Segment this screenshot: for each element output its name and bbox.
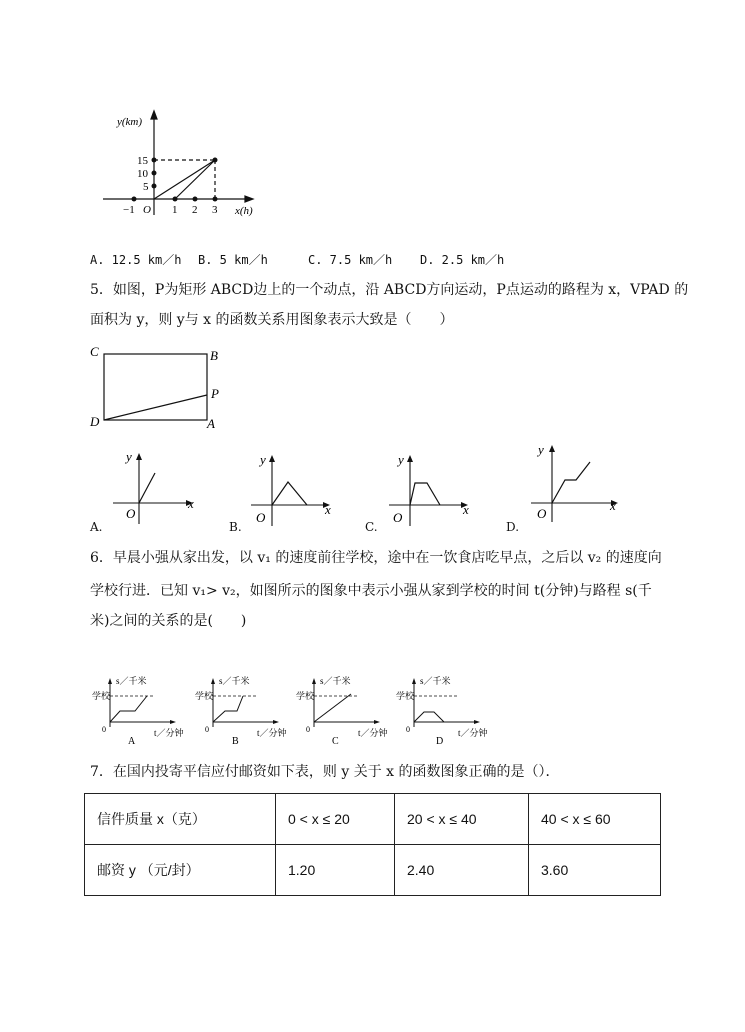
- table-cell: 1.20: [276, 845, 395, 896]
- path-d: [414, 712, 444, 722]
- zero-label: 0: [102, 725, 106, 734]
- x-label: x: [463, 502, 469, 517]
- q5-graph-a: [108, 448, 203, 528]
- y-label: y: [126, 449, 132, 464]
- s-axis-label: s／千米: [420, 676, 451, 686]
- q6-text-line3: 米)之间的关系的是( ): [90, 613, 247, 629]
- q5-graph-c: [385, 450, 480, 530]
- path-a: [110, 696, 147, 722]
- x-tick-1: 1: [172, 204, 178, 216]
- rectangle-figure: [88, 340, 228, 432]
- t-axis-label: t／分钟: [154, 728, 184, 738]
- table-row: [85, 845, 661, 896]
- zero-label: 0: [406, 725, 410, 734]
- letter-d: D: [436, 736, 444, 747]
- y-axis-label: y(km): [117, 116, 143, 128]
- school-label: 学校: [296, 691, 315, 701]
- arrow-icon: [273, 720, 279, 724]
- line-b: [175, 160, 215, 199]
- vertex-d: D: [90, 414, 100, 429]
- q5-text-line2: 面积为 y，则 y与 x 的函数关系用图象表示大致是（ ）: [90, 312, 454, 328]
- q6-graph-d: [396, 672, 496, 752]
- arrow-icon: [312, 678, 316, 684]
- distance-time-graph: [95, 105, 275, 230]
- school-label: 学校: [92, 691, 111, 701]
- postage-table: [84, 793, 661, 896]
- arrow-icon: [136, 453, 142, 460]
- arrow-icon: [108, 678, 112, 684]
- x-tick-2: 2: [192, 204, 198, 216]
- table-cell: 40 < x ≤ 60: [529, 794, 661, 845]
- x-tick-neg1: −1: [123, 204, 135, 216]
- origin-label: O: [537, 506, 547, 521]
- table-cell: 0 < x ≤ 20: [276, 794, 395, 845]
- q4-option-b: B. 5 km／h: [198, 253, 268, 267]
- t-axis-label: t／分钟: [458, 728, 488, 738]
- school-label: 学校: [195, 691, 214, 701]
- zero-label: 0: [205, 725, 209, 734]
- point-p: P: [211, 386, 219, 401]
- table-cell: 信件质量 x（克）: [85, 794, 276, 845]
- q7-text: 7．在国内投寄平信应付邮资如下表，则 y 关于 x 的函数图象正确的是（）．: [90, 764, 560, 780]
- q5-option-a-label: A.: [90, 520, 103, 534]
- q5-option-d-label: D.: [506, 520, 520, 534]
- letter-a: A: [128, 736, 136, 747]
- y-label: y: [398, 452, 404, 467]
- origin-label: O: [393, 510, 403, 525]
- arrow-icon: [269, 455, 275, 462]
- line-a: [154, 160, 215, 199]
- q5-option-b-label: B.: [229, 520, 242, 534]
- point-15: [152, 158, 157, 163]
- origin-label: O: [256, 510, 266, 525]
- curve-c: [410, 483, 440, 505]
- vertex-a: A: [207, 416, 215, 431]
- letter-b: B: [232, 736, 239, 747]
- arrow-icon: [474, 720, 480, 724]
- y-label: y: [260, 452, 266, 467]
- letter-c: C: [332, 736, 339, 747]
- q5-graph-d: [527, 440, 622, 525]
- point-2: [193, 197, 198, 202]
- point-1: [173, 197, 178, 202]
- q5-text-line1: 5．如图，P为矩形 ABCD边上的一个动点，沿 ABCD方向运动，P点运动的路程为 x，VPAD 的: [90, 282, 689, 298]
- vertex-b: B: [210, 348, 218, 363]
- y-tick-10: 10: [137, 168, 148, 180]
- rectangle-abcd: [104, 354, 207, 420]
- arrow-icon: [374, 720, 380, 724]
- q5-graph-b: [247, 450, 342, 530]
- origin-label: O: [143, 204, 151, 216]
- q4-option-a: A. 12.5 km／h: [90, 253, 182, 267]
- table-cell: 20 < x ≤ 40: [395, 794, 529, 845]
- path-b: [213, 696, 243, 722]
- s-axis-label: s／千米: [219, 676, 250, 686]
- q5-option-c-label: C.: [365, 520, 378, 534]
- q6-graph-c: [296, 672, 396, 752]
- q4-option-c: C. 7.5 km／h: [308, 253, 393, 267]
- q4-option-d: D. 2.5 km／h: [420, 253, 505, 267]
- t-axis-label: t／分钟: [257, 728, 287, 738]
- point-end: [213, 158, 218, 163]
- point-3: [213, 197, 218, 202]
- origin-label: O: [126, 506, 136, 521]
- q6-text-line1: 6．早晨小强从家出发，以 v₁ 的速度前往学校，途中在一饮食店吃早点，之后以 v₂ 的速度向: [90, 550, 662, 566]
- curve-b: [272, 482, 307, 505]
- x-axis-arrow: [245, 196, 253, 202]
- arrow-icon: [407, 455, 413, 462]
- x-label: x: [610, 498, 616, 513]
- zero-label: 0: [306, 725, 310, 734]
- arrow-icon: [412, 678, 416, 684]
- table-cell: 2.40: [395, 845, 529, 896]
- segment-dp: [104, 395, 207, 420]
- curve-a: [139, 473, 155, 503]
- arrow-icon: [211, 678, 215, 684]
- s-axis-label: s／千米: [320, 676, 351, 686]
- curve-d: [552, 462, 590, 503]
- t-axis-label: t／分钟: [358, 728, 388, 738]
- s-axis-label: s／千米: [116, 676, 147, 686]
- q6-text-line2: 学校行进．已知 v₁> v₂，如图所示的图象中表示小强从家到学校的时间 t(分钟)与路程 s(千: [90, 583, 652, 599]
- point-10: [152, 171, 157, 176]
- point-neg1: [132, 197, 137, 202]
- path-c: [314, 694, 351, 722]
- y-tick-5: 5: [143, 181, 149, 193]
- y-label: y: [538, 442, 544, 457]
- q6-graph-b: [195, 672, 295, 752]
- x-label: x: [325, 502, 331, 517]
- table-cell: 3.60: [529, 845, 661, 896]
- arrow-icon: [170, 720, 176, 724]
- table-cell: 邮资 y （元/封）: [85, 845, 276, 896]
- arrow-icon: [549, 445, 555, 452]
- point-5: [152, 184, 157, 189]
- y-tick-15: 15: [137, 155, 148, 167]
- x-label: x: [188, 496, 194, 511]
- school-label: 学校: [396, 691, 415, 701]
- q6-graph-a: [92, 672, 192, 752]
- y-axis-arrow: [151, 111, 157, 119]
- x-axis-label: x(h): [235, 205, 253, 217]
- vertex-c: C: [90, 344, 99, 359]
- table-row: [85, 794, 661, 845]
- x-tick-3: 3: [212, 204, 218, 216]
